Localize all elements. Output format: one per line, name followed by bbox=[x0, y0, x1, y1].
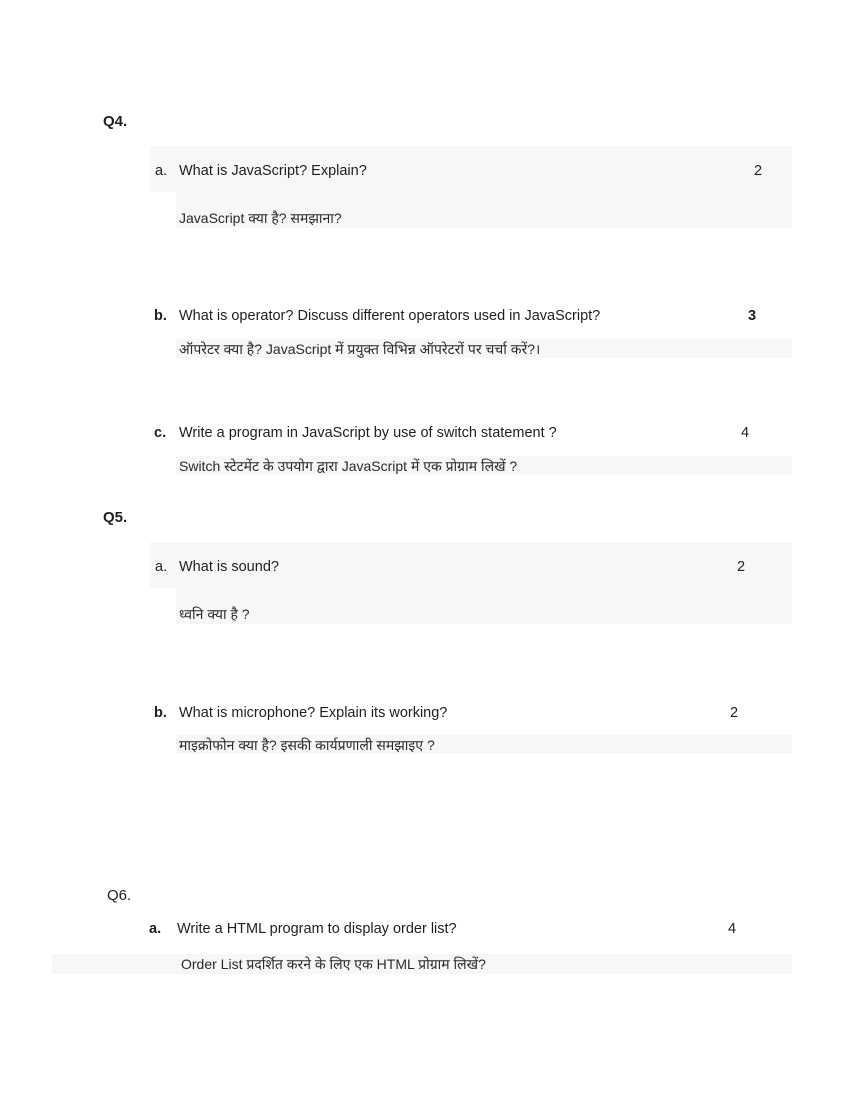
q4b-english: What is operator? Discuss different operators used in JavaScript? bbox=[179, 308, 601, 324]
q4b-marks: 3 bbox=[748, 308, 757, 324]
question-label-q5: Q5. bbox=[103, 509, 128, 526]
q4a-marks: 2 bbox=[754, 163, 763, 179]
q6a-english: Write a HTML program to display order list? bbox=[177, 921, 457, 937]
q4c-letter: c. bbox=[154, 425, 167, 441]
q4c-hindi: Switch स्टेटमेंट के उपयोग द्वारा JavaScript में एक प्रोग्राम लिखें ? bbox=[179, 458, 518, 474]
q6a-letter: a. bbox=[149, 921, 162, 937]
q4b-letter: b. bbox=[154, 308, 167, 324]
q5a-hindi: ध्वनि क्या है ? bbox=[179, 606, 250, 622]
q4b-hindi: ऑपरेटर क्या है? JavaScript में प्रयुक्त विभिन्न ऑपरेटरों पर चर्चा करें?। bbox=[179, 341, 541, 357]
q5a-marks: 2 bbox=[737, 559, 746, 575]
q4a-english: What is JavaScript? Explain? bbox=[179, 163, 367, 179]
q5b-english: What is microphone? Explain its working? bbox=[179, 705, 448, 721]
q4a-letter: a. bbox=[155, 163, 168, 179]
question-label-q4: Q4. bbox=[103, 113, 128, 130]
q4c-marks: 4 bbox=[741, 425, 750, 441]
q4c-english: Write a program in JavaScript by use of switch statement ? bbox=[179, 425, 557, 441]
q5b-letter: b. bbox=[154, 705, 167, 721]
question-label-q6: Q6. bbox=[107, 887, 132, 904]
q6a-marks: 4 bbox=[728, 921, 737, 937]
q5a-letter: a. bbox=[155, 559, 168, 575]
q5a-english: What is sound? bbox=[179, 559, 279, 575]
q5b-hindi: माइक्रोफोन क्या है? इसकी कार्यप्रणाली समझाइए ? bbox=[179, 737, 435, 753]
q6a-hindi: Order List प्रदर्शित करने के लिए एक HTML प्रोग्राम लिखें? bbox=[181, 956, 486, 972]
q4a-hindi: JavaScript क्या है? समझाना? bbox=[179, 210, 342, 226]
q5a-shade-bottom bbox=[176, 588, 792, 624]
q5b-marks: 2 bbox=[730, 705, 739, 721]
